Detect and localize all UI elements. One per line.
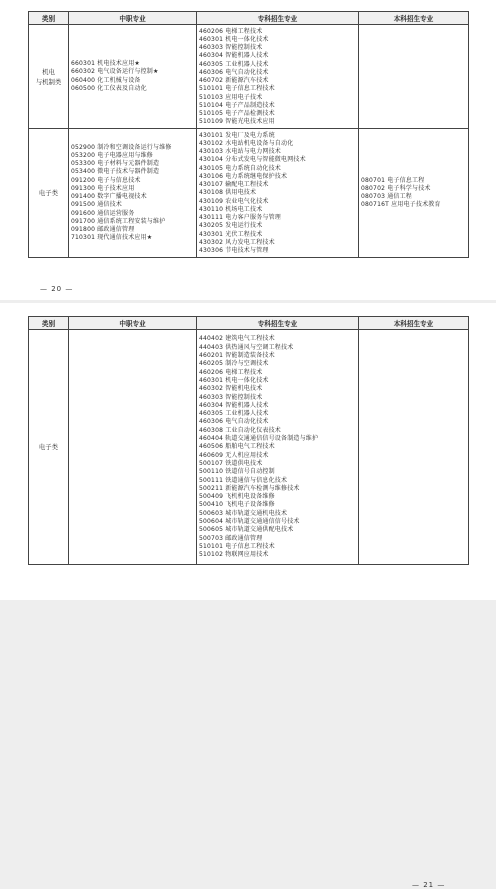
list-item: 080716T 应用电子技术教育 xyxy=(361,201,441,209)
list-item: 430306 节电技术与管理 xyxy=(199,247,269,255)
table-row-jidian xyxy=(29,25,469,129)
list-item: 091600 通信运营服务 xyxy=(71,209,135,217)
list-item: 430301 光伏工程技术 xyxy=(199,230,263,238)
list-item: 460305 工业机器人技术 xyxy=(199,60,269,68)
list-item: 460302 智能机电技术 xyxy=(199,385,263,393)
list-item: 460205 制冷与空调技术 xyxy=(199,360,269,368)
list-item: 500409 飞机机电设备维修 xyxy=(199,493,275,501)
list-item: 060500 化工仪表及自动化 xyxy=(71,84,147,92)
list-item: 052900 制冷和空调设备运行与维修 xyxy=(71,143,172,151)
benke-cell xyxy=(359,330,469,565)
major-table-page-21 xyxy=(28,316,469,565)
list-item: 430107 输配电工程技术 xyxy=(199,181,269,189)
list-item: 710301 现代通信技术应用★ xyxy=(71,234,153,242)
category-label: 机电 xyxy=(42,67,55,76)
list-item: 510102 物联网应用技术 xyxy=(199,551,269,559)
list-item: 460306 电气自动化技术 xyxy=(199,68,269,76)
list-item: 510101 电子信息工程技术 xyxy=(199,85,275,93)
zhongzhi-cell xyxy=(69,330,197,565)
zhuanke-cell xyxy=(197,129,359,258)
list-item: 460201 智能制造装备技术 xyxy=(199,352,275,360)
list-item: 510109 智能光电技术应用 xyxy=(199,118,275,126)
benke-cell xyxy=(359,129,469,258)
category-label: 电子类 xyxy=(38,189,59,197)
header-zhuanke: 专科招生专业 xyxy=(197,317,359,330)
list-item: 430302 风力发电工程技术 xyxy=(199,238,275,246)
list-item: 460304 智能机器人技术 xyxy=(199,401,269,409)
header-category: 类别 xyxy=(29,12,69,25)
category-label: 电子类 xyxy=(38,443,59,451)
list-item: 430110 机场电工技术 xyxy=(199,205,263,213)
list-item: 660301 机电技术应用★ xyxy=(71,60,140,67)
list-item: 500603 城市轨道交通机电技术 xyxy=(199,509,288,517)
category-cell xyxy=(29,330,69,565)
list-item: 080703 通信工程 xyxy=(361,193,413,200)
category-label: 与机制类 xyxy=(35,77,62,86)
table-header-row xyxy=(29,317,469,330)
header-zhongzhi: 中职专业 xyxy=(69,12,197,25)
list-item: 510105 电子产品检测技术 xyxy=(199,110,275,117)
header-category: 类别 xyxy=(29,317,69,330)
list-item: 460308 工业自动化仪表技术 xyxy=(199,426,282,434)
list-item: 091400 数字广播电视技术 xyxy=(71,193,147,200)
list-item: 500703 邮政通信管理 xyxy=(199,534,263,542)
list-item: 060400 化工机械与设备 xyxy=(71,76,141,84)
benke-cell xyxy=(359,25,469,129)
zhongzhi-cell xyxy=(69,129,197,258)
list-item: 053300 电子材料与元器件制造 xyxy=(71,160,160,167)
list-item: 091300 电子技术应用 xyxy=(71,184,135,192)
list-item: 430111 电力客户服务与管理 xyxy=(199,214,282,222)
list-item: 460303 智能控制技术 xyxy=(199,393,263,401)
page-number: — 21 — xyxy=(412,881,446,889)
document-page-20 xyxy=(0,0,496,300)
list-item: 430108 供用电技术 xyxy=(199,189,257,197)
list-item: 430104 分布式发电与智能微电网技术 xyxy=(199,156,306,164)
list-item: 080701 电子信息工程 xyxy=(361,176,425,184)
list-item: 440402 建筑电气工程技术 xyxy=(199,335,275,343)
list-item: 460404 轨道交通通信信号设备制造与维护 xyxy=(199,435,319,443)
list-item: 460609 无人机应用技术 xyxy=(199,451,269,459)
major-table-page-20 xyxy=(28,11,469,258)
header-benke: 本科招生专业 xyxy=(359,317,469,330)
list-item: 500605 城市轨道交通供配电技术 xyxy=(199,526,294,534)
table-header-row xyxy=(29,12,469,25)
list-item: 430106 电力系统继电保护技术 xyxy=(199,172,288,180)
list-item: 091500 通信技术 xyxy=(71,201,123,209)
list-item: 091700 通信系统工程安装与维护 xyxy=(71,217,166,225)
list-item: 500604 城市轨道交通通信信号技术 xyxy=(199,518,300,526)
list-item: 460301 机电一体化技术 xyxy=(199,376,269,384)
list-item: 460506 船舶电气工程技术 xyxy=(199,443,275,451)
header-zhongzhi: 中职专业 xyxy=(69,317,197,330)
list-item: 430105 电力系统自动化技术 xyxy=(199,164,282,172)
list-item: 460305 工业机器人技术 xyxy=(199,410,269,418)
list-item: 091200 电子与信息技术 xyxy=(71,176,141,184)
category-cell xyxy=(29,129,69,258)
header-benke: 本科招生专业 xyxy=(359,12,469,25)
list-item: 500111 铁道通信与信息化技术 xyxy=(199,476,288,484)
list-item: 500410 飞机电子设备维修 xyxy=(199,501,275,509)
list-item: 460306 电气自动化技术 xyxy=(199,418,269,426)
list-item: 460303 智能控制技术 xyxy=(199,44,263,51)
list-item: 430205 发电运行技术 xyxy=(199,222,263,230)
list-item: 460206 电梯工程技术 xyxy=(199,368,263,376)
list-item: 660302 电气设备运行与控制★ xyxy=(71,68,159,76)
list-item: 460206 电梯工程技术 xyxy=(199,27,263,35)
table-row-dianzi xyxy=(29,330,469,565)
list-item: 053400 微电子技术与器件制造 xyxy=(71,168,160,176)
list-item: 430102 水电站机电设备与自动化 xyxy=(199,139,294,147)
document-page-21 xyxy=(0,303,496,889)
list-item: 500110 铁道信号自动控制 xyxy=(199,468,275,476)
list-item: 510103 应用电子技术 xyxy=(199,93,263,101)
list-item: 510101 电子信息工程技术 xyxy=(199,542,275,550)
page-number: — 20 — xyxy=(40,285,74,293)
list-item: 053200 电子电器应用与维修 xyxy=(71,151,154,159)
list-item: 510104 电子产品制造技术 xyxy=(199,101,275,109)
category-cell xyxy=(29,25,69,129)
list-item: 460304 智能机器人技术 xyxy=(199,52,269,60)
header-zhuanke: 专科招生专业 xyxy=(197,12,359,25)
table-row-dianzi xyxy=(29,129,469,258)
list-item: 460702 新能源汽车技术 xyxy=(199,77,269,84)
list-item: 500211 新能源汽车检测与维修技术 xyxy=(199,484,300,492)
list-item: 460301 机电一体化技术 xyxy=(199,35,269,43)
list-item: 430103 水电站与电力网技术 xyxy=(199,148,282,156)
list-item: 091800 邮政通信管理 xyxy=(71,226,135,233)
list-item: 430109 农业电气化技术 xyxy=(199,197,269,205)
list-item: 080702 电子科学与技术 xyxy=(361,184,431,192)
zhuanke-cell xyxy=(197,330,359,565)
list-item: 440403 供热通风与空调工程技术 xyxy=(199,343,294,351)
zhuanke-cell xyxy=(197,25,359,129)
zhongzhi-cell xyxy=(69,25,197,129)
list-item: 430101 发电厂及电力系统 xyxy=(199,131,275,139)
list-item: 500107 铁道供电技术 xyxy=(199,459,263,467)
